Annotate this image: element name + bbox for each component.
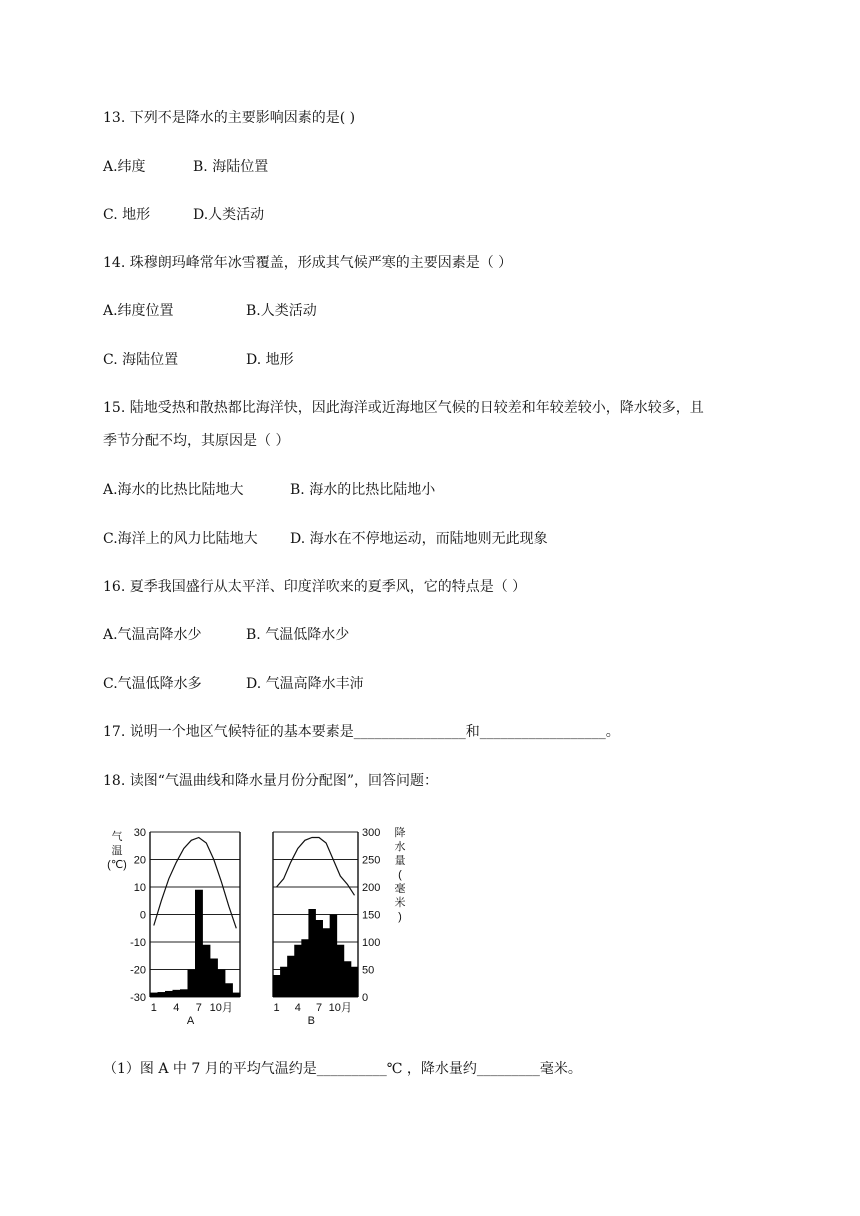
precip-bar <box>173 990 181 997</box>
x-tick-label: 1 <box>273 1002 280 1014</box>
precip-bar <box>330 915 337 998</box>
precip-bar <box>316 920 323 997</box>
temp-tick-label: 10 <box>133 882 146 894</box>
precip-bar <box>210 959 218 998</box>
precip-bar <box>195 890 203 997</box>
q14-option-b: B.人类活动 <box>246 303 317 319</box>
question-15-line-1: 15. 陆地受热和散热都比海洋快，因此海洋或近海地区气候的日较差和年较差较小，降水较多，且 <box>103 400 704 416</box>
climate-chart <box>100 822 430 1032</box>
x-tick-label: 7 <box>315 1002 323 1014</box>
temperature-axis-label: 气温(℃) <box>107 831 127 871</box>
q14-option-c: C. 海陆位置 <box>103 352 179 368</box>
panel-label: A <box>186 1015 195 1027</box>
precip-tick-label: 200 <box>362 882 381 894</box>
precip-bar <box>233 993 241 997</box>
precip-bar <box>150 993 158 997</box>
q16-option-a: A.气温高降水少 <box>103 627 202 643</box>
precip-bar <box>218 970 226 998</box>
precip-bar <box>351 967 358 997</box>
precip-bar <box>294 945 301 997</box>
precip-bar <box>323 928 330 997</box>
precip-bar <box>280 967 287 997</box>
q15-option-b: B. 海水的比热比陆地小 <box>290 482 436 498</box>
question-15-line-2: 季节分配不均，其原因是（ ） <box>103 433 290 449</box>
q16-option-b: B. 气温低降水少 <box>246 627 350 643</box>
question-13: 13. 下列不是降水的主要影响因素的是( ) <box>103 110 356 126</box>
precip-tick-label: 250 <box>362 854 381 867</box>
temp-tick-label: -20 <box>130 964 146 977</box>
temp-tick-label: 30 <box>133 827 146 839</box>
q15-option-d: D. 海水在不停地运动，而陆地则无此现象 <box>290 531 548 547</box>
q13-option-c: C. 地形 <box>103 207 151 223</box>
temp-tick-label: 0 <box>139 909 146 922</box>
precip-bar <box>344 961 351 997</box>
q13-option-d: D.人类活动 <box>193 207 265 223</box>
precip-bar <box>301 939 308 997</box>
x-tick-label: 1 <box>150 1002 157 1014</box>
q16-option-d: D. 气温高降水丰沛 <box>246 676 364 692</box>
question-17: 17. 说明一个地区气候特征的基本要素是________________和__________________。 <box>103 724 620 740</box>
precip-bar <box>225 983 233 997</box>
precip-tick-label: 150 <box>362 909 381 922</box>
x-tick-label: 7 <box>195 1002 202 1014</box>
precip-bar <box>180 989 188 997</box>
q13-option-a: A.纬度 <box>103 159 146 175</box>
x-tick-label: 4 <box>173 1002 180 1014</box>
precip-bar <box>188 970 196 998</box>
x-tick-label: 10月 <box>209 1002 233 1014</box>
x-tick-label: 10月 <box>328 1002 352 1014</box>
q15-option-a: A.海水的比热比陆地大 <box>103 482 244 498</box>
precip-bar <box>337 945 344 997</box>
precip-tick-label: 50 <box>362 964 375 977</box>
question-16: 16. 夏季我国盛行从太平洋、印度洋吹来的夏季风，它的特点是（ ） <box>103 579 527 595</box>
q14-option-a: A.纬度位置 <box>103 303 174 319</box>
precip-bar <box>203 945 211 997</box>
q16-option-c: C.气温低降水多 <box>103 676 202 692</box>
temp-tick-label: -10 <box>130 937 146 949</box>
x-tick-label: 4 <box>294 1002 301 1014</box>
precipitation-axis-label: 降水量(毫米) <box>394 827 406 923</box>
q14-option-d: D. 地形 <box>246 352 294 368</box>
precip-bar <box>287 956 294 997</box>
temp-tick-label: -30 <box>130 992 146 1004</box>
panel-label: B <box>307 1015 315 1027</box>
q13-option-b: B. 海陆位置 <box>193 159 269 175</box>
precip-bar <box>158 992 166 997</box>
precip-bar <box>273 975 280 997</box>
q15-option-c: C.海洋上的风力比陆地大 <box>103 531 258 547</box>
question-18: 18. 读图“气温曲线和降水量月份分配图”，回答问题： <box>103 773 439 789</box>
precip-tick-label: 300 <box>362 827 381 839</box>
question-18-sub-1: （1）图 A 中 7 月的平均气温约是__________℃ ，降水量约_________毫米。 <box>103 1061 582 1077</box>
precip-bar <box>165 991 173 997</box>
precip-tick-label: 0 <box>362 992 369 1004</box>
question-14: 14. 珠穆朗玛峰常年冰雪覆盖，形成其气候严寒的主要因素是（ ） <box>103 255 513 271</box>
temp-tick-label: 20 <box>133 854 146 867</box>
precip-bar <box>308 909 315 997</box>
precip-tick-label: 100 <box>362 937 381 949</box>
